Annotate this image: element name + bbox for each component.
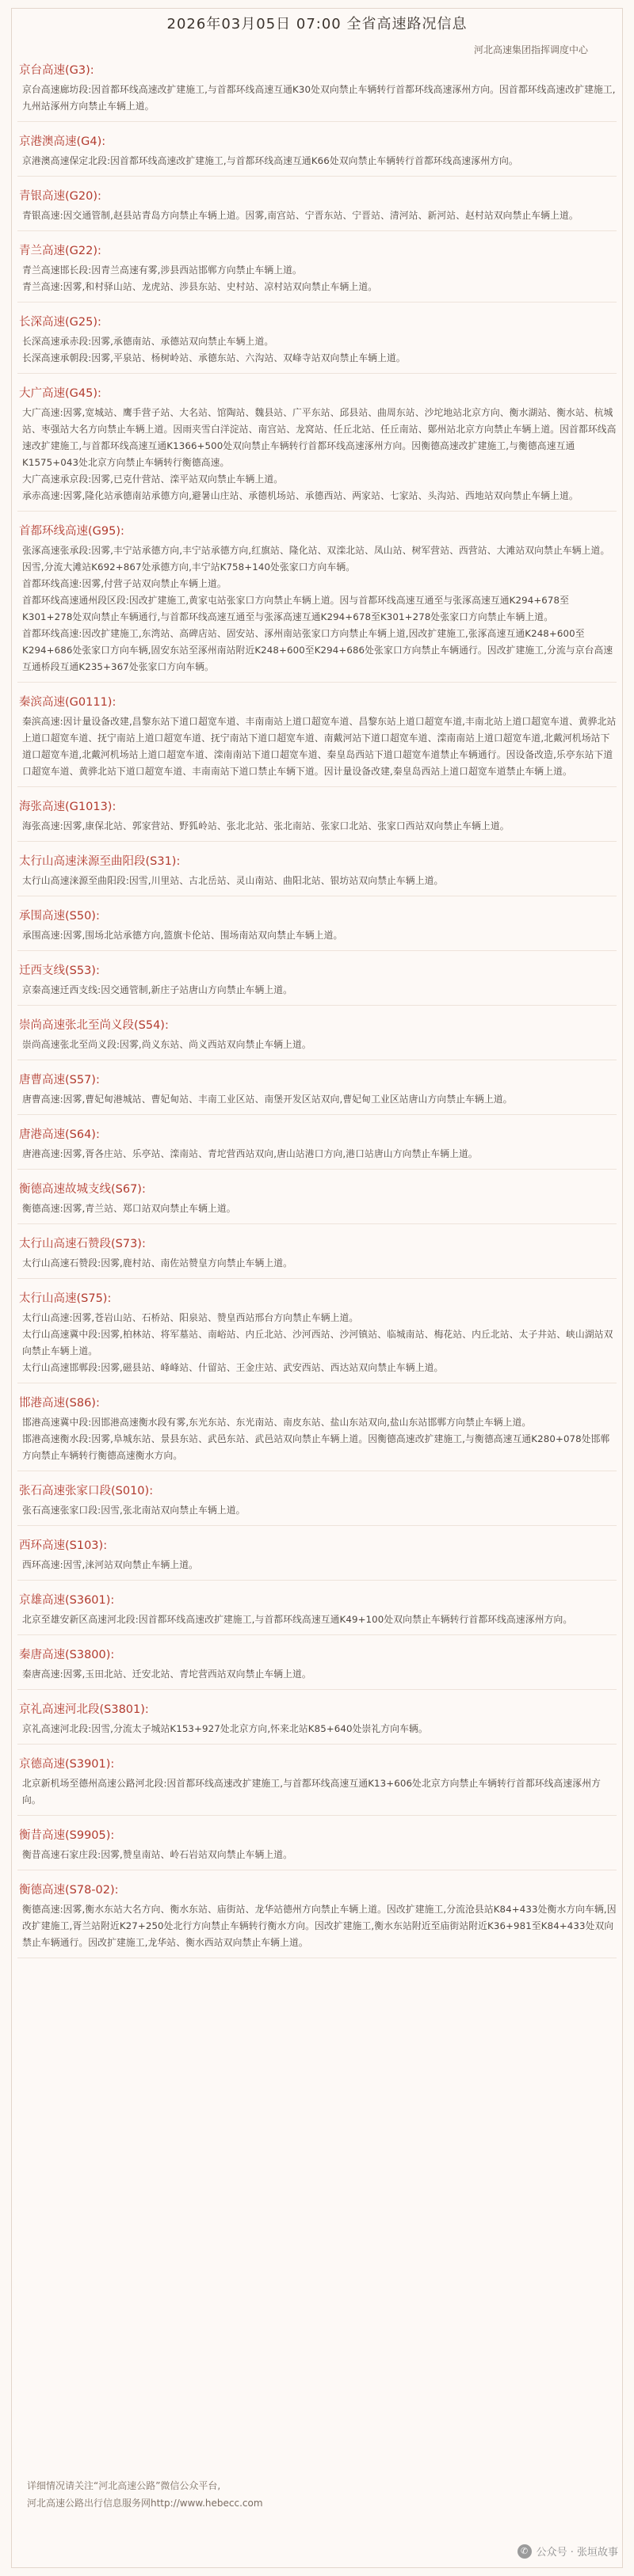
road-section — [17, 853, 617, 896]
road-status-text: 衡德高速:因雾,衡水东站大名方向、衡水东站、庙街站、龙华站德州方向禁止车辆上道。因改扩建施工,分流沧县站K84+433处衡水方向车辆,因改扩建施工,胥兰站附近K27+250处北行方向禁止车辆转行衡水方向。因改扩建施工,衡水东站附近至庙街站附近K36+981至K84+433处双向禁止车辆通行。因改扩建施工,龙华站、衡水西站双向禁止车辆上道。 — [22, 1904, 617, 1948]
road-status-text: 秦唐高速:因雾,玉田北站、迁安北站、青坨营西站双向禁止车辆上道。 — [22, 1669, 311, 1680]
road-name: 衡昔高速(S9905): — [19, 1829, 115, 1842]
road-name: 张石高速张家口段(S010): — [19, 1485, 154, 1497]
wechat-icon: ✆ — [518, 2544, 532, 2559]
road-name: 太行山高速涞源至曲阳段(S31): — [19, 855, 181, 868]
issuer-subtitle: 河北高速集团指挥调度中心 — [473, 44, 588, 55]
road-name: 衡德高速(S78-02): — [19, 1884, 119, 1897]
road-section — [17, 62, 617, 122]
road-name: 京雄高速(S3601): — [19, 1594, 115, 1607]
road-section — [17, 1126, 617, 1170]
road-status-text: 秦滨高速:因计量设备改建,昌黎东站下道口超宽车道、丰南南站上道口超宽车道、昌黎东站上道口超宽车道,丰南北站上道口超宽车道、黄骅北站上道口超宽车道、抚宁南站上道口超宽车道、抚宁南站下道口超宽车道、南戴河站下道口超宽车道、滦南南站上道口超宽车道,北戴河机场站下道口超宽车道,北戴河机场站上道口超宽车道、滦南南站下道口超宽车道、秦皇岛西站下道口超宽车道禁止车辆通行。因设备改造,乐亭东站下道口超宽车道、黄骅北站下道口超宽车道、丰南南站下道口禁止车辆下道。因计量设备改建,秦皇岛西站上道口超宽车道禁止车辆上道。 — [22, 716, 617, 777]
road-section — [17, 1646, 617, 1690]
road-section — [17, 694, 617, 787]
road-status-text: 京台高速廊坊段:因首都环线高速改扩建施工,与首都环线高速互通K30处双向禁止车辆转行首都环线高速涿州方向。因首都环线高速改扩建施工,九州站涿州方向禁止车辆上道。 — [22, 84, 616, 112]
road-name: 衡德高速故城支线(S67): — [19, 1183, 146, 1196]
footer-line-wechat: 详细情况请关注“河北高速公路”微信公众平台, — [27, 2480, 221, 2491]
road-name: 唐曹高速(S57): — [19, 1074, 100, 1086]
road-status-text: 唐港高速:因雾,胥各庄站、乐亭站、滦南站、青坨营西站双向,唐山站港口方向,港口站唐山方向禁止车辆上道。 — [22, 1148, 478, 1159]
road-name: 首都环线高速(G95): — [19, 525, 124, 538]
road-status-text: 青兰高速邯长段:因青兰高速有雾,涉县西站邯郸方向禁止车辆上道。 青兰高速:因雾,和村驿山站、龙虎站、涉县东站、史村站、凉村站双向禁止车辆上道。 — [22, 264, 378, 292]
footer — [27, 2477, 502, 2512]
footer-line-website[interactable]: 河北高速公路出行信息服务网http://www.hebecc.com — [27, 2498, 263, 2509]
road-section — [17, 242, 617, 302]
road-section — [17, 1017, 617, 1060]
road-section — [17, 1756, 617, 1816]
road-name: 京德高速(S3901): — [19, 1758, 115, 1771]
road-name: 京台高速(G3): — [19, 64, 94, 77]
road-name: 西环高速(S103): — [19, 1539, 108, 1552]
page-title: 2026年03月05日 07:00 全省高速路况信息 — [166, 16, 468, 32]
watermark — [518, 2544, 618, 2559]
road-name: 秦唐高速(S3800): — [19, 1649, 115, 1661]
road-status-text: 张涿高速张承段:因雾,丰宁站承德方向,丰宁站承德方向,红旗站、隆化站、双滦北站、凤山站、树军营站、西营站、大滩站双向禁止车辆上道。因雪,分流大滩站K692+867处承德方向,丰宁站K758+140处张家口方向车辆。 首都环线高速:因雾,付营子站双向禁止车辆上道。 首都环线高速通州段区段:因改扩建施工,黄家屯站张家口方向禁止车辆上道。因与首都环线高速互通至与张涿高速互通K294+678至K301+278处双向禁止车辆通行,与首都环线高速互通至与张涿高速互通K294+678至K301+278处张家口方向禁止车辆上道。 首都环线高速:因改扩建施工,东湾站、高碑店站、固安站、涿州南站张家口方向禁止车辆上道,因改扩建施工,张涿高速互通K248+600至K294+686处张家口方向车辆,固安东站至涿州南站附近K248+600至K294+686处张家口方向禁止车辆通行。因改扩建施工,分流与京台高速互通桥段互通K235+367处张家口方向车辆。 — [22, 545, 613, 672]
road-name: 青银高速(G20): — [19, 190, 101, 203]
road-status-text: 北京新机场至德州高速公路河北段:因首都环线高速改扩建施工,与首都环线高速互通K13+606处北京方向禁止车辆转行首都环线高速涿州方向。 — [22, 1778, 602, 1805]
road-status-text: 京秦高速迁西支线:因交通管制,新庄子站唐山方向禁止车辆上道。 — [22, 984, 293, 995]
road-name: 邯港高速(S86): — [19, 1397, 100, 1410]
road-name: 海张高速(G1013): — [19, 801, 116, 813]
road-status-text: 海张高速:因雾,康保北站、郭家营站、野狐岭站、张北北站、张北南站、张家口北站、张家口西站双向禁止车辆上道。 — [22, 820, 510, 831]
road-section — [17, 1290, 617, 1383]
road-section — [17, 1482, 617, 1526]
road-section — [17, 1827, 617, 1870]
road-section — [17, 1882, 617, 1958]
road-name: 太行山高速石赞段(S73): — [19, 1238, 146, 1250]
road-status-text: 邯港高速冀中段:因邯港高速衡水段有雾,东光东站、东光南站、南皮东站、盐山东站双向,盐山东站邯郸方向禁止车辆上道。 邯港高速衡水段:因雾,阜城东站、景县东站、武邑东站、武邑站双向禁止车辆上道。因衡德高速改扩建施工,与衡德高速互通K280+078处邯郸方向禁止车辆转行衡德高速衡水方向。 — [22, 1417, 610, 1461]
road-status-text: 青银高速:因交通管制,赵县站青岛方向禁止车辆上道。因雾,南宫站、宁晋东站、宁晋站、清河站、新河站、赵村站双向禁止车辆上道。 — [22, 210, 579, 221]
road-name: 崇尚高速张北至尚义段(S54): — [19, 1019, 169, 1032]
road-section — [17, 1235, 617, 1279]
road-section — [17, 1071, 617, 1115]
road-section — [17, 1181, 617, 1224]
road-section — [17, 962, 617, 1006]
road-section — [17, 385, 617, 512]
road-status-text: 大广高速:因雾,宽城站、鹰手营子站、大名站、馆陶站、魏县站、广平东站、邱县站、曲周东站、沙坨地站北京方向、衡水湖站、衡水站、杭城站、枣强站大名方向禁止车辆上道。因雨夹雪白洋淀站、南宫站、龙窝站、任丘北站、任丘南站、鄚州站北京方向禁止车辆上道。因首都环线高速改扩建施工,与首都环线高速互通K1366+500处双向禁止车辆转行首都环线高速涿州方向。因衡德高速改扩建施工,与衡德高速互通K1575+043处北京方向禁止车辆转行衡德高速。 大广高速承京段:因雾,已克什营站、滦平站双向禁止车辆上道。 承赤高速:因雾,隆化站承德南站承德方向,避暑山庄站、承德机场站、承德西站、两家站、七家站、头沟站、西地站双向禁止车辆上道。 — [22, 407, 617, 501]
road-status-text: 承围高速:因雾,围场北站承德方向,篮旗卡伦站、围场南站双向禁止车辆上道。 — [22, 930, 343, 941]
road-name: 青兰高速(G22): — [19, 245, 101, 257]
road-status-text: 京礼高速河北段:因雪,分流太子城站K153+927处北京方向,怀来北站K85+640处崇礼方向车辆。 — [22, 1723, 428, 1734]
road-section — [17, 1701, 617, 1745]
road-name: 京港澳高速(G4): — [19, 135, 106, 148]
road-status-text: 崇尚高速张北至尚义段:因雾,尚义东站、尚义西站双向禁止车辆上道。 — [22, 1039, 311, 1050]
road-status-text: 张石高速张家口段:因雪,张北南站双向禁止车辆上道。 — [22, 1505, 246, 1516]
road-status-text: 北京至雄安新区高速河北段:因首都环线高速改扩建施工,与首都环线高速互通K49+100处双向禁止车辆转行首都环线高速涿州方向。 — [22, 1614, 573, 1625]
road-name: 迁西支线(S53): — [19, 965, 100, 977]
road-name: 太行山高速(S75): — [19, 1292, 112, 1305]
road-name: 承围高速(S50): — [19, 910, 100, 923]
watermark-text: 公众号 · 张垣故事 — [536, 2547, 618, 2559]
road-section — [17, 1537, 617, 1581]
road-status-text: 太行山高速:因雾,苍岩山站、石桥站、阳泉站、赞皇西站邢台方向禁止车辆上道。 太行山高速冀中段:因雾,柏林站、将军墓站、南峪站、内丘北站、沙河西站、沙河镇站、临城南站、梅花站、内丘北站、太子井站、峡山湖站双向禁止车辆上道。 太行山高速邯郸段:因雾,磁县站、峰峰站、什留站、王金庄站、武安西站、西达站双向禁止车辆上道。 — [22, 1312, 613, 1373]
road-section — [17, 798, 617, 842]
road-section — [17, 133, 617, 177]
road-name: 唐港高速(S64): — [19, 1128, 100, 1141]
road-name: 长深高速(G25): — [19, 316, 101, 329]
road-status-text: 衡昔高速石家庄段:因雾,赞皇南站、岭石岩站双向禁止车辆上道。 — [22, 1849, 293, 1860]
road-section — [17, 907, 617, 951]
road-status-text: 长深高速承赤段:因雾,承德南站、承德站双向禁止车辆上道。 长深高速承朝段:因雾,平泉站、杨树岭站、承德东站、六沟站、双峰寺站双向禁止车辆上道。 — [22, 336, 406, 363]
road-status-text: 太行山高速石赞段:因雾,鹿村站、南佐站赞皇方向禁止车辆上道。 — [22, 1258, 293, 1269]
road-status-text: 衡德高速:因雾,青兰站、郑口站双向禁止车辆上道。 — [22, 1203, 236, 1214]
road-status-text: 京港澳高速保定北段:因首都环线高速改扩建施工,与首都环线高速互通K66处双向禁止车辆转行首都环线高速涿州方向。 — [22, 155, 518, 166]
header — [0, 5, 634, 57]
road-status-text: 唐曹高速:因雾,曹妃甸港城站、曹妃甸站、丰南工业区站、南堡开发区站双向,曹妃甸工业区站唐山方向禁止车辆上道。 — [22, 1094, 513, 1105]
road-section — [17, 523, 617, 683]
road-list — [17, 62, 617, 1969]
road-section — [17, 1395, 617, 1471]
road-name: 京礼高速河北段(S3801): — [19, 1703, 149, 1716]
road-section — [17, 1592, 617, 1635]
road-section — [17, 188, 617, 231]
road-status-text: 西环高速:因雪,涞河站双向禁止车辆上道。 — [22, 1559, 199, 1570]
road-name: 大广高速(G45): — [19, 387, 101, 400]
road-name: 秦滨高速(G0111): — [19, 696, 116, 709]
road-status-text: 太行山高速涞源至曲阳段:因雪,川里站、古北岳站、灵山南站、曲阳北站、银坊站双向禁止车辆上道。 — [22, 875, 444, 886]
road-section — [17, 314, 617, 374]
